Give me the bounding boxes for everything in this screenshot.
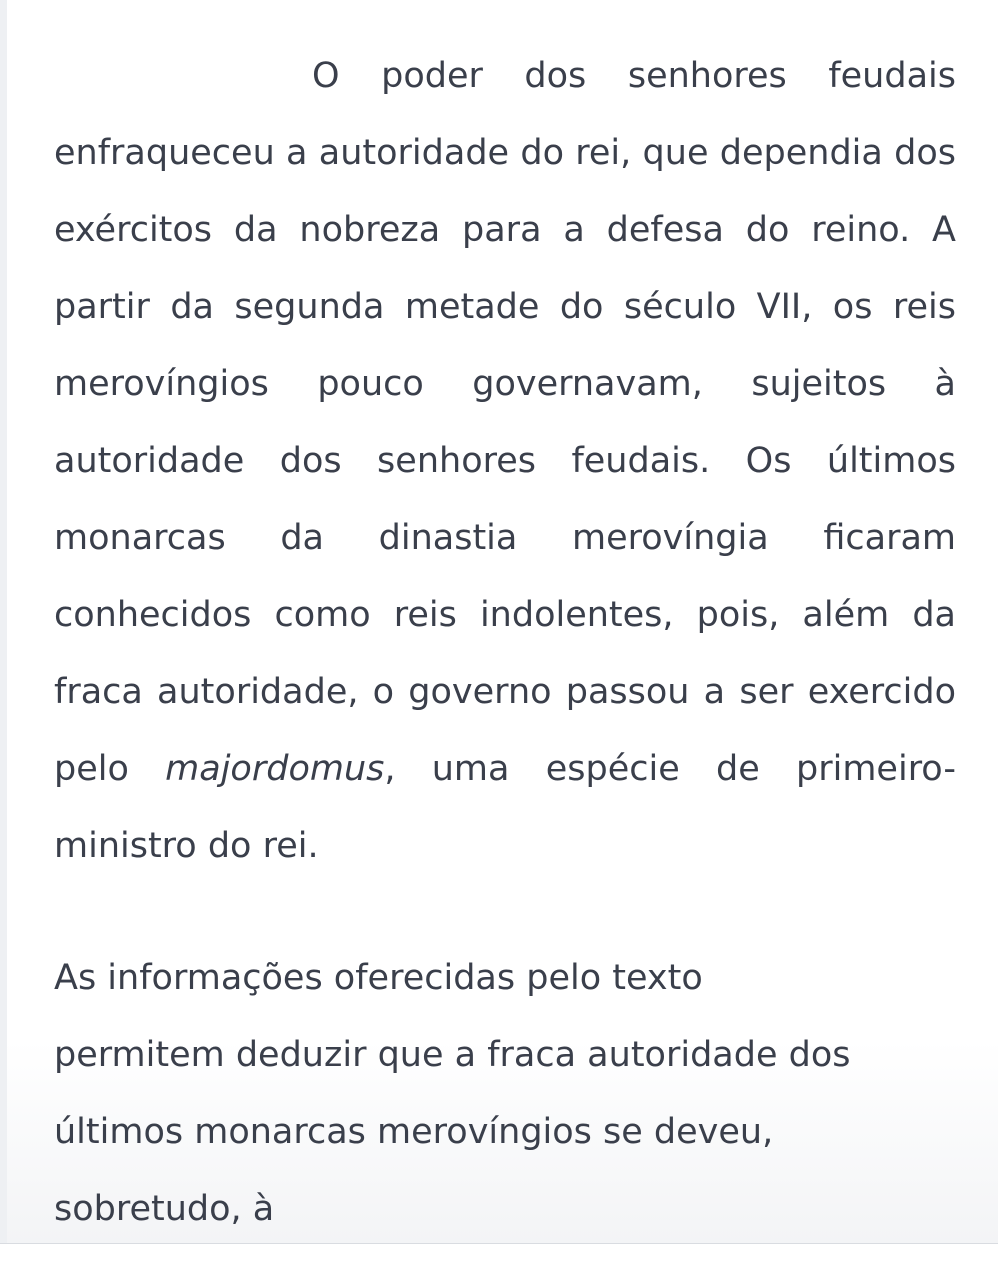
bottom-divider: [0, 1243, 998, 1244]
source-passage: [54, 38, 956, 885]
passage-text-start: O poder dos senhores feudais enfraqueceu a autoridade do rei, que dependia dos exércitos da nobreza para a defesa do reino. A partir da segunda metade do século VII, os reis merovíngios pouco governavam, sujeitos à autoridade dos senhores feudais. Os últimos monarcas da dinastia merovíngia ficaram conhecidos como reis indolentes, pois, além da fraca autoridade, o governo passou a ser exercido pelo: [54, 56, 956, 789]
question-prompt: As informações oferecidas pelo texto permitem deduzir que a fraca autoridade dos últimos monarcas merovíngios se deveu, sobretudo, à: [54, 958, 851, 1229]
passage-text-end: , uma espécie de primeiro-ministro do rei.: [54, 749, 957, 866]
left-margin-edge: [0, 0, 7, 1244]
passage-italic-term: majordomus: [165, 749, 385, 789]
